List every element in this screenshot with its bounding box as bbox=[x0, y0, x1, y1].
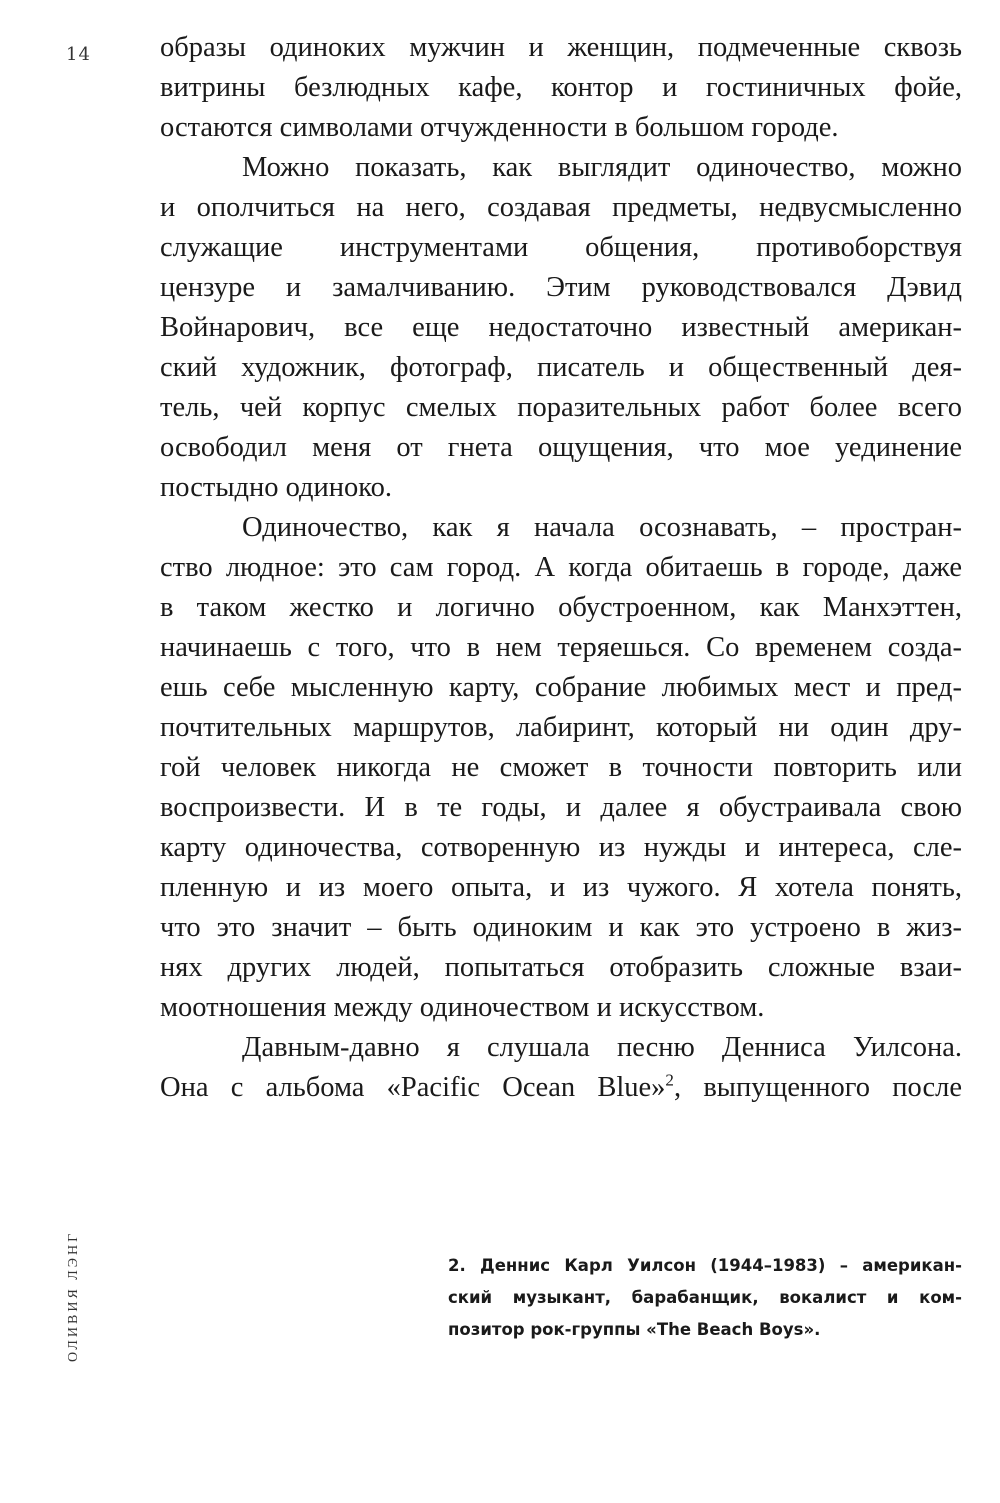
text-line: Одиночество, как я начала осознавать, – простран- bbox=[242, 512, 962, 543]
text-line: цензуре и замалчиванию. Этим руководствовался Дэвид bbox=[160, 272, 962, 303]
text-line bbox=[160, 1068, 962, 1108]
text-line: и ополчиться на него, создавая предметы, недвусмысленно bbox=[160, 192, 962, 223]
text-line: освободил меня от гнета ощущения, что мое уединение bbox=[160, 432, 962, 463]
paragraph-4 bbox=[160, 1028, 962, 1108]
footnote-line: ский музыкант, барабанщик, вокалист и ком- bbox=[448, 1288, 962, 1307]
text-line: остаются символами отчужденности в большом городе. bbox=[160, 112, 839, 143]
text-line: Войнарович, все еще недостаточно известный американ- bbox=[160, 312, 962, 343]
text-line: служащие инструментами общения, противоборствуя bbox=[160, 232, 962, 263]
footnote-line: 2. Деннис Карл Уилсон (1944–1983) – американ- bbox=[448, 1256, 962, 1275]
text-line: ство людное: это сам город. А когда обитаешь в городе, даже bbox=[160, 552, 962, 583]
footnote-line: позитор рок-группы «The Beach Boys». bbox=[448, 1320, 821, 1339]
text-fragment: , выпущенного после bbox=[673, 1072, 963, 1103]
paragraph-2 bbox=[160, 148, 962, 508]
text-line: воспроизвести. И в те годы, и далее я обустраивала свою bbox=[160, 792, 962, 823]
paragraph-3 bbox=[160, 508, 962, 1028]
text-line: карту одиночества, сотворенную из нужды и интереса, сле- bbox=[160, 832, 962, 863]
text-line: в таком жестко и логично обустроенном, как Манхэттен, bbox=[160, 592, 962, 623]
text-line: ешь себе мысленную карту, собрание любимых мест и пред- bbox=[160, 672, 962, 703]
main-text bbox=[160, 28, 962, 1108]
page-number: 14 bbox=[66, 44, 91, 65]
text-fragment: Она с альбома «Pacific Ocean Blue» bbox=[160, 1072, 666, 1103]
text-line: нях других людей, попытаться отобразить сложные взаи- bbox=[160, 952, 962, 983]
text-line: Давным-давно я слушала песню Денниса Уилсона. bbox=[242, 1032, 962, 1063]
footnote-ref[interactable]: 2 bbox=[665, 1070, 674, 1090]
text-line: что это значит – быть одиноким и как это устроено в жиз- bbox=[160, 912, 962, 943]
text-line: гой человек никогда не сможет в точности повторить или bbox=[160, 752, 962, 783]
text-line: начинаешь с того, что в нем теряешься. Со временем созда- bbox=[160, 632, 962, 663]
running-head: ОЛИВИЯ ЛЭНГ bbox=[66, 1230, 81, 1362]
paragraph-1 bbox=[160, 28, 962, 148]
footnote bbox=[448, 1250, 962, 1346]
text-line: Можно показать, как выглядит одиночество, можно bbox=[242, 152, 962, 183]
text-line: моотношения между одиночеством и искусством. bbox=[160, 992, 765, 1023]
text-line: пленную и из моего опыта, и из чужого. Я хотела понять, bbox=[160, 872, 962, 903]
text-line: постыдно одиноко. bbox=[160, 472, 393, 503]
text-line: образы одиноких мужчин и женщин, подмеченные сквозь bbox=[160, 32, 962, 63]
text-line: ский художник, фотограф, писатель и общественный дея- bbox=[160, 352, 962, 383]
text-line: тель, чей корпус смелых поразительных работ более всего bbox=[160, 392, 962, 423]
text-line: почтительных маршрутов, лабиринт, который ни один дру- bbox=[160, 712, 962, 743]
text-line: витрины безлюдных кафе, контор и гостиничных фойе, bbox=[160, 72, 962, 103]
